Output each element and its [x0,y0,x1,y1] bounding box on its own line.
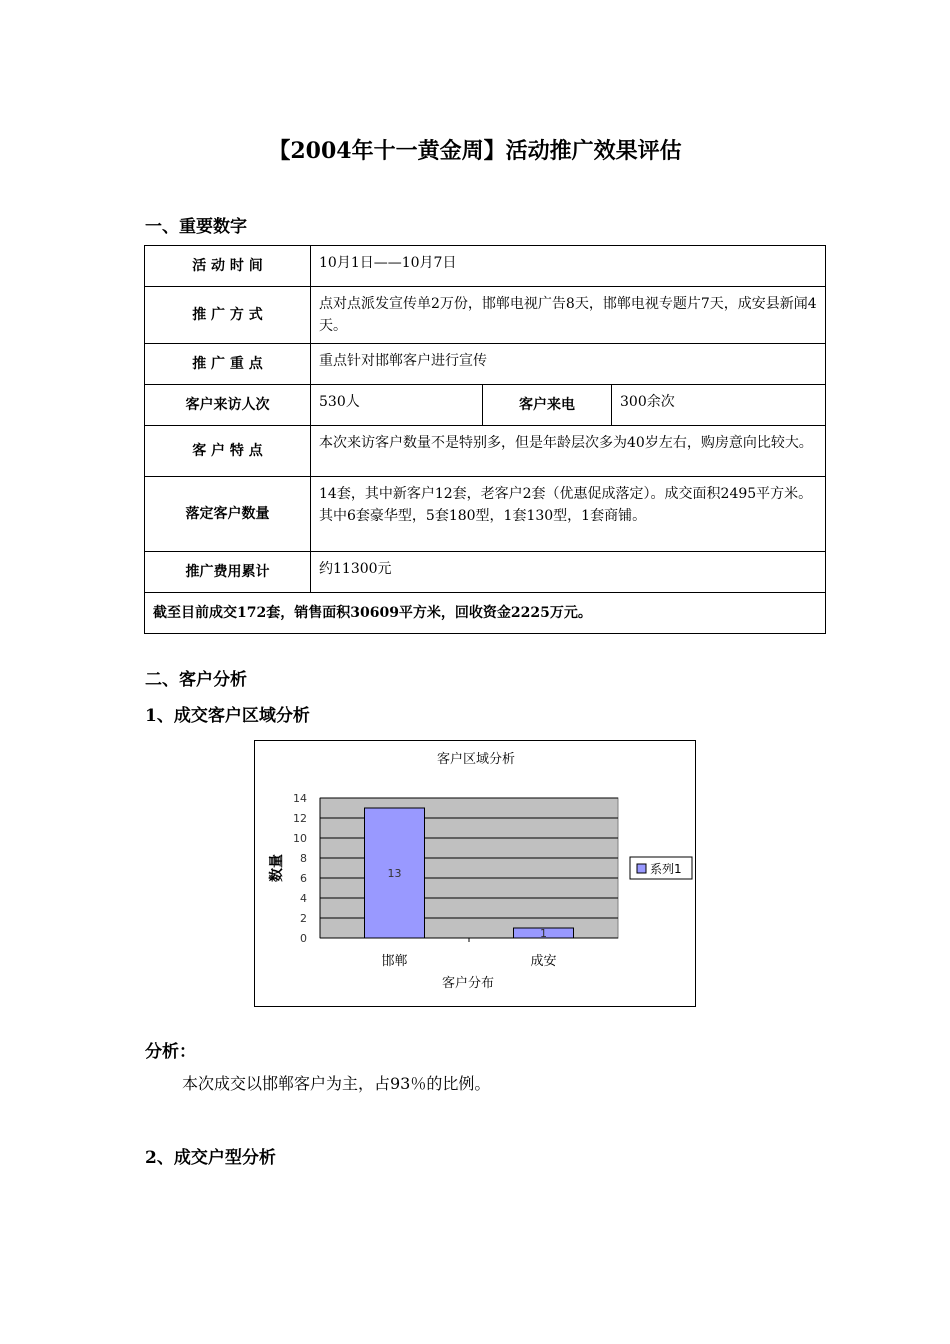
chart-title: 客户区域分析 [436,752,516,767]
y-tick-label: 2 [300,912,307,925]
y-axis-ticks [293,792,320,945]
section1-heading: 一、重要数字 [145,217,247,237]
x-axis-label: 客户分布 [441,976,495,991]
y-axis-label: 数量 [269,854,285,882]
section2-heading: 二、客户分析 [145,670,247,690]
table-row [145,287,826,344]
deals-value: 14套，其中新客户12套，老客户2套（优惠促成落定）。成交面积2495平方米。其中6套豪华型，5套180型，1套130型，1套商铺。 [311,477,826,552]
y-tick-label: 10 [293,832,307,845]
document-title: 【2004年十一黄金周】活动推广效果评估 [268,138,682,164]
key-figures-table [144,245,826,634]
focus-label: 推 广 重 点 [145,344,311,385]
legend [630,857,692,879]
traits-label: 客 户 特 点 [145,426,311,477]
table-row [145,552,826,593]
y-tick-label: 14 [293,792,307,805]
data-label: 1 [540,927,547,940]
focus-value: 重点针对邯郸客户进行宣传 [311,344,826,385]
time-label: 活 动 时 间 [145,246,311,287]
x-tick-label: 邯郸 [381,954,408,969]
region-chart-svg [255,741,697,1008]
data-label: 13 [387,867,402,880]
legend-swatch [637,864,646,873]
deals-label: 落定客户数量 [145,477,311,552]
table-row [145,385,826,426]
region-chart [254,740,696,1007]
traits-value: 本次来访客户数量不是特别多，但是年龄层次多为40岁左右，购房意向比较大。 [311,426,826,477]
x-tick-label: 成安 [530,954,557,969]
table-row [145,246,826,287]
table-row [145,477,826,552]
method-value: 点对点派发宣传单2万份，邯郸电视广告8天，邯郸电视专题片7天，成安县新闻4天。 [311,287,826,344]
legend-label: 系列1 [650,862,682,876]
y-tick-label: 0 [300,932,307,945]
visits-label: 客户来访人次 [145,385,311,426]
y-tick-label: 12 [293,812,307,825]
time-value: 10月1日——10月7日 [311,246,826,287]
y-tick-label: 4 [300,892,307,905]
visits-value: 530人 [311,385,483,426]
y-tick-label: 8 [300,852,307,865]
analysis-label: 分析： [145,1042,196,1062]
analysis-text: 本次成交以邯郸客户为主，占93％的比例。 [182,1074,491,1093]
cost-value: 约11300元 [311,552,826,593]
calls-label: 客户来电 [483,385,612,426]
table-row [145,593,826,634]
summary-cell: 截至目前成交172套，销售面积30609平方米，回收资金2225万元。 [145,593,826,634]
cost-label: 推广费用累计 [145,552,311,593]
method-label: 推 广 方 式 [145,287,311,344]
subsection-unit-type-heading: 2、成交户型分析 [145,1148,276,1168]
y-tick-label: 6 [300,872,307,885]
table-row [145,426,826,477]
x-axis-ticks [320,938,618,969]
calls-value: 300余次 [612,385,826,426]
table-row [145,344,826,385]
subsection-region-heading: 1、成交客户区域分析 [145,706,310,726]
